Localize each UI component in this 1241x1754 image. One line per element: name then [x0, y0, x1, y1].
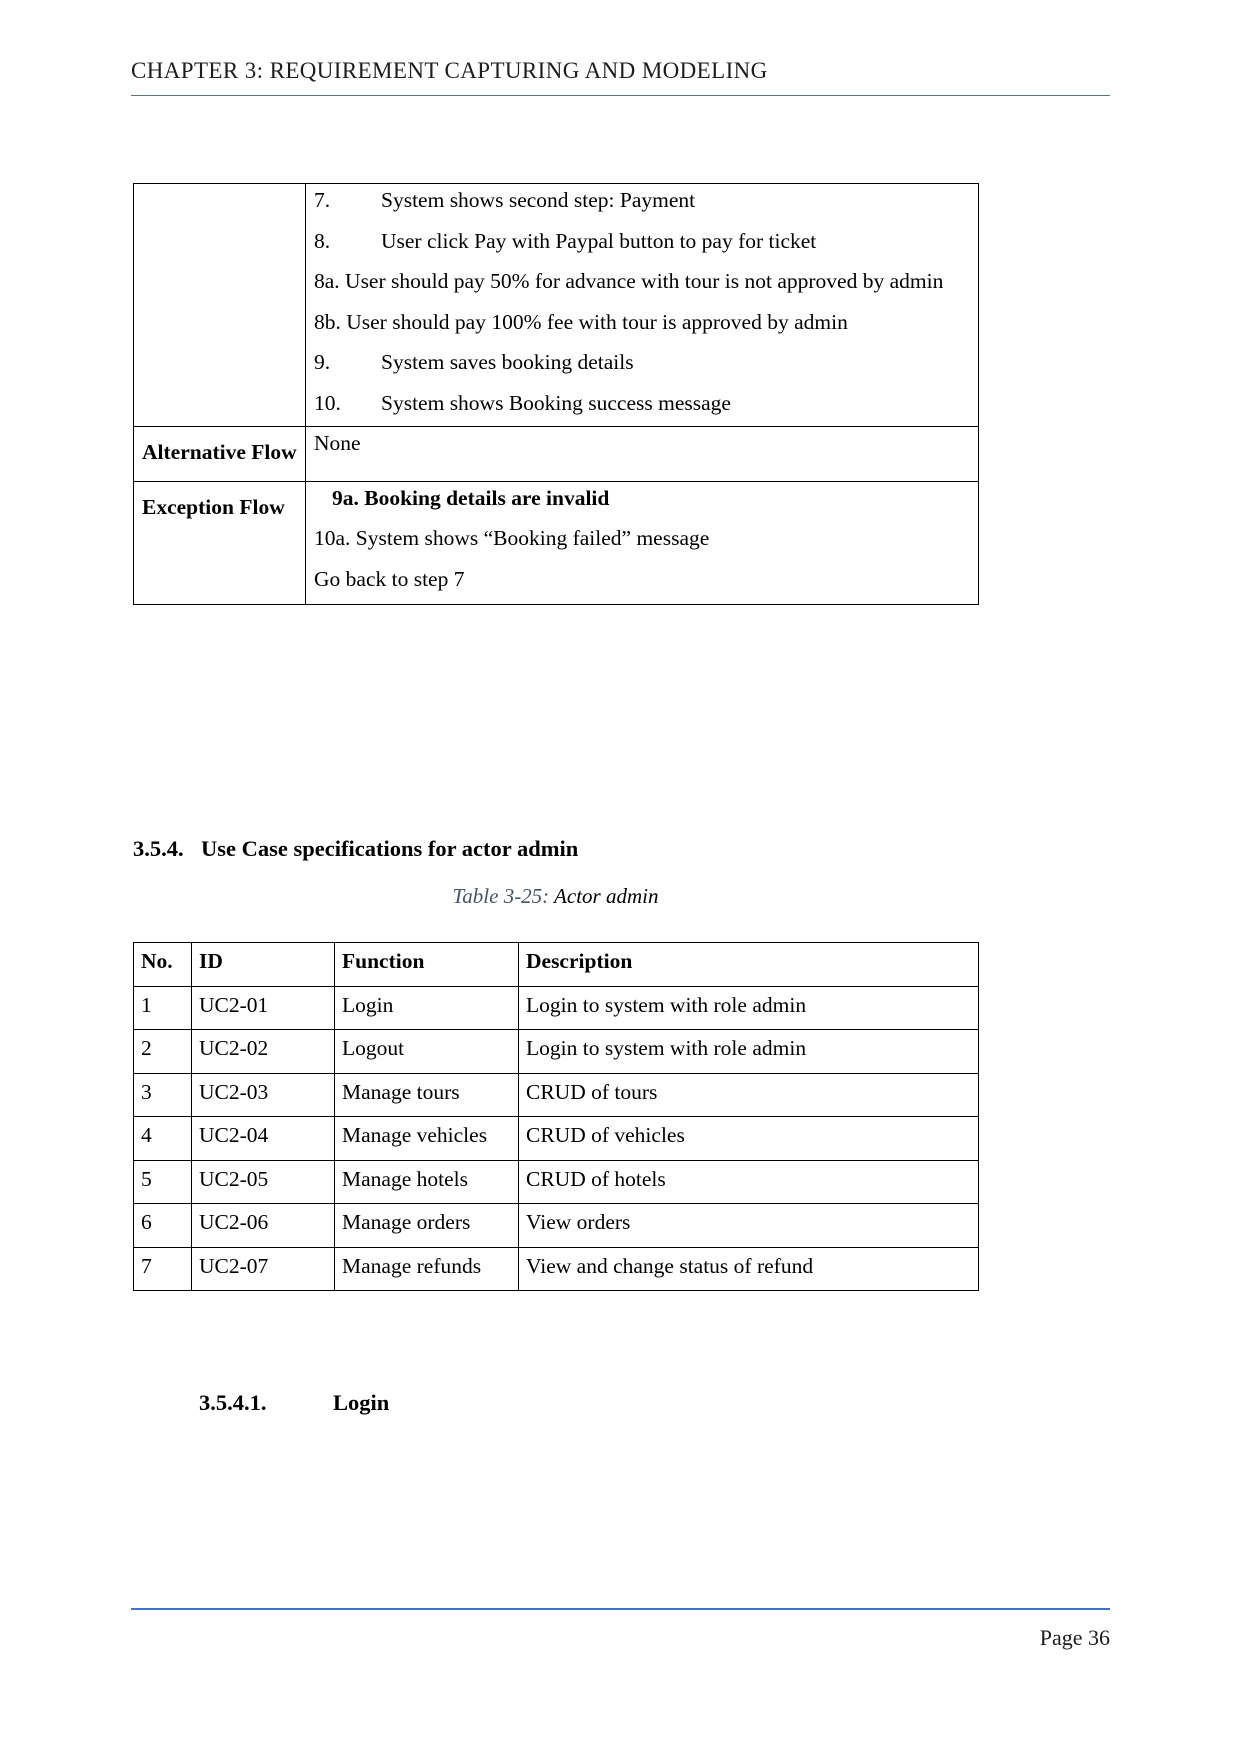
exception-line: Go back to step 7 — [314, 566, 465, 591]
header-divider — [131, 95, 1110, 96]
table-row-alternative-flow — [134, 427, 979, 482]
flow-step — [314, 390, 970, 415]
chapter-title: CHAPTER 3: REQUIREMENT CAPTURING AND MODELING — [131, 58, 768, 83]
column-header-no: No. — [134, 943, 192, 987]
table-header-row — [134, 943, 979, 987]
cell-id: UC2-03 — [192, 1073, 335, 1117]
cell-id: UC2-02 — [192, 1030, 335, 1074]
table-row-exception-flow — [134, 481, 979, 605]
cell-id: UC2-06 — [192, 1204, 335, 1248]
cell-description: CRUD of hotels — [519, 1160, 979, 1204]
cell-id: UC2-05 — [192, 1160, 335, 1204]
cell-no: 4 — [134, 1117, 192, 1161]
step-number: 7. — [314, 188, 331, 212]
cell-no: 5 — [134, 1160, 192, 1204]
cell-id: UC2-07 — [192, 1247, 335, 1291]
use-case-flow-table — [133, 183, 979, 605]
section-heading — [133, 836, 578, 862]
step-number: 9. — [314, 350, 331, 374]
cell-no: 1 — [134, 986, 192, 1030]
alternative-flow-label: Alternative Flow — [134, 427, 306, 482]
cell-function: Manage orders — [335, 1204, 519, 1248]
cell-description: CRUD of vehicles — [519, 1117, 979, 1161]
subsection-heading — [199, 1390, 389, 1416]
step-text: User click Pay with Paypal button to pay for ticket — [381, 228, 817, 253]
cell-no: 3 — [134, 1073, 192, 1117]
flow-step: 8a. User should pay 50% for advance with tour is not approved by admin — [314, 269, 944, 293]
subsection-heading-title: Login — [333, 1390, 390, 1415]
table-row — [134, 1160, 979, 1204]
table-caption-text: Actor admin — [549, 884, 659, 908]
exception-flow-value — [306, 481, 979, 605]
cell-no: 6 — [134, 1204, 192, 1248]
alternative-flow-value: None — [306, 427, 979, 482]
use-case-flow-table-container — [133, 183, 979, 605]
table-row — [134, 1117, 979, 1161]
table-row-main-flow — [134, 184, 979, 427]
cell-function: Manage tours — [335, 1073, 519, 1117]
cell-description: CRUD of tours — [519, 1073, 979, 1117]
running-header — [131, 58, 1110, 96]
column-header-id: ID — [192, 943, 335, 987]
cell-description: Login to system with role admin — [519, 1030, 979, 1074]
main-flow-label-cell — [134, 184, 306, 427]
cell-no: 2 — [134, 1030, 192, 1074]
section-heading-number: 3.5.4. — [133, 836, 184, 861]
subsection-heading-number: 3.5.4.1. — [199, 1390, 267, 1415]
cell-function: Manage refunds — [335, 1247, 519, 1291]
cell-id: UC2-01 — [192, 986, 335, 1030]
flow-step: 8b. User should pay 100% fee with tour is approved by admin — [314, 309, 848, 334]
step-number: 8. — [314, 228, 331, 253]
table-row — [134, 1030, 979, 1074]
flow-step — [314, 352, 970, 374]
cell-function: Login — [335, 986, 519, 1030]
main-flow-steps-cell — [306, 184, 979, 427]
section-heading-title: Use Case specifications for actor admin — [201, 836, 579, 861]
actor-admin-table-container — [133, 942, 979, 1291]
table-row — [134, 1073, 979, 1117]
cell-id: UC2-04 — [192, 1117, 335, 1161]
table-row — [134, 986, 979, 1030]
footer-divider — [131, 1608, 1110, 1610]
table-row — [134, 1204, 979, 1248]
cell-function: Manage vehicles — [335, 1117, 519, 1161]
table-caption-label: Table 3-25: — [452, 884, 550, 908]
table-row — [134, 1247, 979, 1291]
column-header-description: Description — [519, 943, 979, 987]
flow-step — [314, 228, 970, 253]
step-text: System saves booking details — [381, 350, 634, 374]
cell-no: 7 — [134, 1247, 192, 1291]
step-number: 10. — [314, 390, 341, 415]
page-number: Page 36 — [1039, 1625, 1110, 1650]
cell-function: Logout — [335, 1030, 519, 1074]
table-caption — [133, 884, 978, 909]
flow-step — [314, 190, 970, 212]
cell-description: View orders — [519, 1204, 979, 1248]
actor-admin-table — [133, 942, 979, 1291]
exception-line: 10a. System shows “Booking failed” message — [314, 526, 710, 551]
cell-description: Login to system with role admin — [519, 986, 979, 1030]
step-text: System shows Booking success message — [381, 390, 731, 415]
exception-line-bold: 9a. Booking details are invalid — [332, 485, 610, 510]
column-header-function: Function — [335, 943, 519, 987]
cell-description: View and change status of refund — [519, 1247, 979, 1291]
exception-flow-label: Exception Flow — [134, 481, 306, 605]
step-text: System shows second step: Payment — [381, 188, 696, 212]
cell-function: Manage hotels — [335, 1160, 519, 1204]
